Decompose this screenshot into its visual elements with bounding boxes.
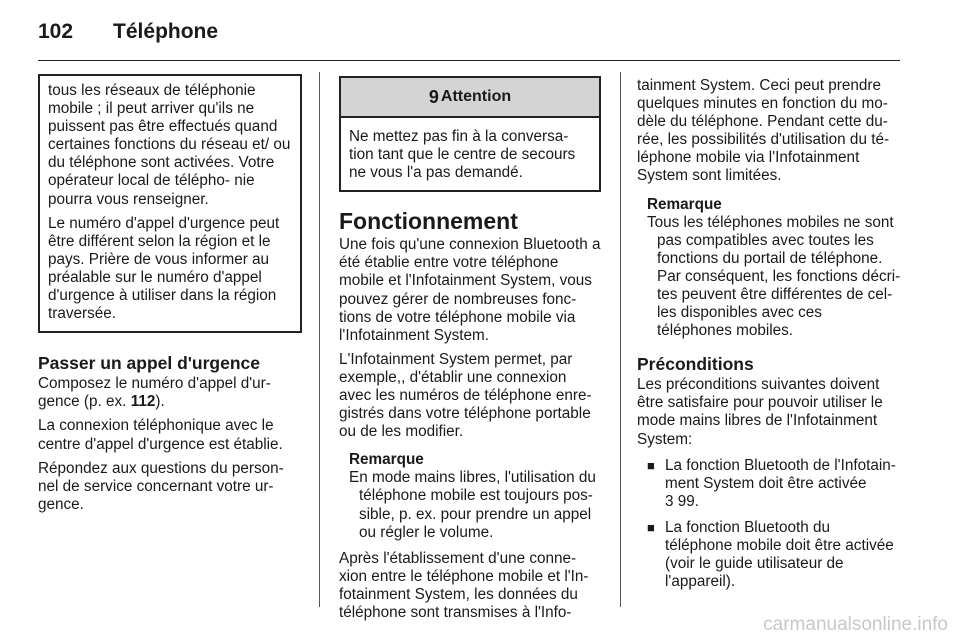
attention-text: Ne mettez pas fin à la conversa- tion tant que le centre de secours ne vous l'a pas demandé. xyxy=(349,128,576,182)
page-reference[interactable]: 99. xyxy=(677,492,700,510)
attention-header xyxy=(341,78,599,118)
square-bullet-icon: ■ xyxy=(647,457,655,473)
box-paragraph-1: tous les réseaux de téléphonie mobile ; il peut arriver qu'ils ne puissent pas être effectués quand certaines fonctions du réseau et/ ou du téléphone sont activées. Votre opérateur local de télépho- nie pourra vous renseigner. xyxy=(48,82,291,208)
emergency-paragraph-1 xyxy=(38,375,302,411)
emergency-number: 112 xyxy=(130,393,156,411)
attention-body xyxy=(341,118,599,190)
column-1 xyxy=(38,74,302,520)
operation-paragraph-1: Une fois qu'une connexion Bluetooth a été établie entre votre téléphone mobile et l'Infotainment System, vous pouvez gérer de nombreuses fonc- tions de votre téléphone mobile via l'Infotainment System. xyxy=(339,236,601,344)
attention-box xyxy=(339,76,601,192)
page-number: 102 xyxy=(38,20,74,43)
emergency-p1-text: Composez le numéro d'appel d'ur- gence (p. ex. xyxy=(38,375,271,411)
note-text: Tous les téléphones mobiles ne sont pas compatibles avec toutes les fonctions du portail de téléphone. Par conséquent, les fonctions décri- tes peuvent être différentes de cel- les disponibles avec ces téléphones mobiles. xyxy=(647,213,901,340)
list-item xyxy=(637,519,901,591)
operation-paragraph-3: Après l'établissement d'une conne- xion entre le téléphone mobile et l'In- fotainment System, les données du téléphone sont transmises à l'Info- xyxy=(339,549,589,621)
note-text: En mode mains libres, l'utilisation du téléphone mobile est toujours pos- sible, p. ex. pour prendre un appel ou régler le volume. xyxy=(349,469,596,541)
operation-paragraph-2: L'Infotainment System permet, par exemple,, d'établir une connexion avec les numéros de téléphone enre- gistrés dans votre téléphone portable ou de les modifier. xyxy=(339,350,592,441)
header-rule xyxy=(38,60,900,61)
section-heading-operation: Fonctionnement xyxy=(339,208,518,235)
column-divider-1 xyxy=(319,72,320,607)
list-item xyxy=(637,457,901,511)
preconditions-paragraph: Les préconditions suivantes doivent être satisfaire pour pouvoir utiliser le mode mains libres de l'Infotainment System: xyxy=(637,376,883,448)
emergency-p1-end: ). xyxy=(155,393,165,411)
note-title: Remarque xyxy=(647,195,722,213)
section-heading-preconditions: Préconditions xyxy=(637,354,754,375)
column-divider-2 xyxy=(620,72,621,607)
continued-paragraph: tainment System. Ceci peut prendre quelques minutes en fonction du mo- dèle du téléphone. Pendant cette du- rée, les possibilités d'utilisation du té- léphone mobile via l'Infotainment System sont limitées. xyxy=(637,77,890,185)
watermark: carmanualsonline.info xyxy=(763,614,948,635)
page-title: Téléphone xyxy=(113,20,219,43)
emergency-paragraph-3: Répondez aux questions du person- nel de service concernant votre ur- gence. xyxy=(38,459,284,513)
box-paragraph-2: Le numéro d'appel d'urgence peut être différent selon la région et le pays. Prière de vous informer au préalable sur le numéro d'appel d'urgence à utiliser dans la région traversée. xyxy=(48,214,280,323)
emergency-paragraph-2: La connexion téléphonique avec le centre d'appel d'urgence est établie. xyxy=(38,417,283,453)
list-item-text: La fonction Bluetooth de l'Infotain- ment System doit être activée xyxy=(665,456,896,492)
page-header xyxy=(38,14,218,50)
section-heading-emergency: Passer un appel d'urgence xyxy=(38,353,261,374)
continued-info-box xyxy=(38,74,302,333)
column-2 xyxy=(339,76,601,628)
warning-triangle-icon: 9 xyxy=(428,86,439,107)
list-item-text: La fonction Bluetooth du téléphone mobile doit être activée (voir le guide utilisateur de l'appareil). xyxy=(665,518,894,591)
page-reference-icon: 3 xyxy=(665,492,674,510)
column-3 xyxy=(637,77,901,591)
preconditions-list xyxy=(637,457,901,592)
note-block-1 xyxy=(339,451,601,541)
note-block-2 xyxy=(637,196,901,341)
square-bullet-icon: ■ xyxy=(647,519,655,535)
note-title: Remarque xyxy=(349,451,424,469)
attention-title: Attention xyxy=(440,88,512,105)
